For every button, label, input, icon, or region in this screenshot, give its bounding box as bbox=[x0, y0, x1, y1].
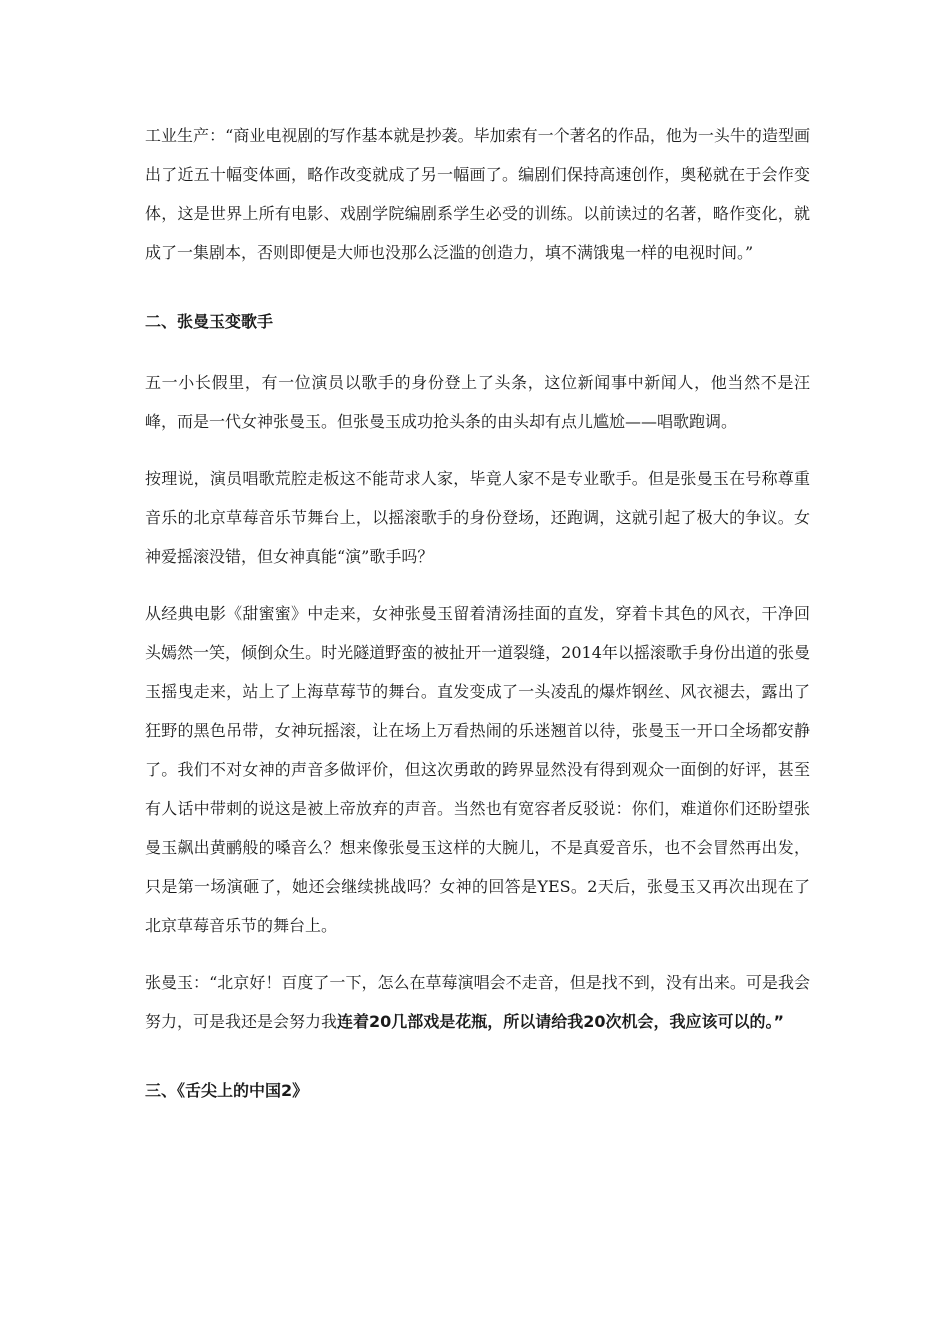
quote-bold-text: 连着20几部戏是花瓶，所以请给我20次机会，我应该可以的。” bbox=[337, 1012, 785, 1031]
quote-normal-text: 张曼玉：“北京好！百度了一下，怎么在草莓演唱会不走音，但是找不到，没有出来。可是我会努力，可是我还是会努力我 bbox=[145, 973, 810, 1031]
paragraph-comfort-crossover: 从经典电影《甜蜜蜜》中走来，女神张曼玉留着清汤挂面的直发，穿着卡其色的风衣，干净回头嫣然一笑，倾倒众生。时光隧道野蛮的被扯开一道裂缝，2014年以摇滚歌手身份出道的张曼玉摇曳走来，站上了上海草莓节的舞台。直发变成了一头凌乱的爆炸钢丝、风衣褪去，露出了狂野的黑色吊带，女神玩摇滚，让在场上万看热闹的乐迷翘首以待，张曼玉一开口全场都安静了。我们不对女神的声音多做评价，但这次勇敢的跨界显然没有得到观众一面倒的好评，甚至有人话中带刺的说这是被上帝放弃的声音。当然也有宽容者反驳说：你们，难道你们还盼望张曼玉飙出黄鹂般的嗓音么？想来像张曼玉这样的大腕儿，不是真爱音乐，也不会冒然再出发，只是第一场演砸了，她还会继续挑战吗？女神的回答是YES。2天后，张曼玉又再次出现在了北京草莓音乐节的舞台上。 bbox=[145, 604, 810, 935]
paragraph-singing-controversy: 按理说，演员唱歌荒腔走板这不能苛求人家，毕竟人家不是专业歌手。但是张曼玉在号称尊重音乐的北京草莓音乐节舞台上，以摇滚歌手的身份登场，还跑调，这就引起了极大的争议。女神爱摇滚没错，但女神真能“演”歌手吗？ bbox=[145, 469, 810, 566]
paragraph-may-day-headline: 五一小长假里，有一位演员以歌手的身份登上了头条，这位新闻事中新闻人，他当然不是汪峰，而是一代女神张曼玉。但张曼玉成功抢头条的由头却有点儿尴尬——唱歌跑调。 bbox=[145, 373, 810, 431]
paragraph-maggie-quote bbox=[145, 963, 810, 1041]
section-heading-maggie-cheung: 二、张曼玉变歌手 bbox=[145, 312, 274, 331]
document-page bbox=[145, 116, 810, 1132]
paragraph-industrial-production: 工业生产：“商业电视剧的写作基本就是抄袭。毕加索有一个著名的作品，他为一头牛的造型画出了近五十幅变体画，略作改变就成了另一幅画了。编剧们保持高速创作，奥秘就在于会作变体，这是世界上所有电影、戏剧学院编剧系学生必受的训练。以前读过的名著，略作变化，就成了一集剧本，否则即便是大师也没那么泛滥的创造力，填不满饿鬼一样的电视时间。” bbox=[145, 126, 810, 262]
section-heading-bite-of-china: 三、《舌尖上的中国2》 bbox=[145, 1081, 309, 1100]
